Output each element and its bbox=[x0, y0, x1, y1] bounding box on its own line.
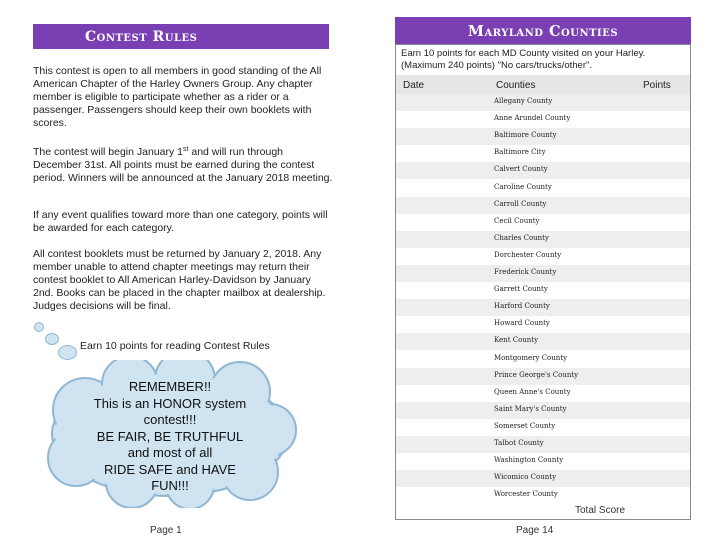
earn-line-2: (Maximum 240 points) "No cars/trucks/other". bbox=[401, 60, 592, 71]
county-name: Washington County bbox=[494, 456, 564, 465]
county-name: Dorchester County bbox=[494, 250, 562, 259]
cloud-line: REMEMBER!! bbox=[128, 379, 212, 394]
county-name: Harford County bbox=[494, 302, 550, 311]
county-name: Carroll County bbox=[494, 199, 547, 208]
table-row bbox=[396, 333, 690, 350]
table-row bbox=[396, 145, 690, 162]
county-name: Talbot County bbox=[494, 439, 544, 447]
county-name: Anne Arundel County bbox=[494, 114, 571, 123]
thought-bubble-dot-medium bbox=[45, 333, 59, 345]
maryland-counties-banner: Maryland Counties bbox=[395, 17, 691, 44]
county-name: Howard County bbox=[494, 319, 550, 328]
county-name: Montgomery County bbox=[494, 353, 568, 362]
county-name: Baltimore County bbox=[494, 131, 557, 140]
table-row bbox=[396, 487, 690, 504]
table-row bbox=[396, 299, 690, 316]
table-row bbox=[396, 180, 690, 197]
table-row bbox=[396, 402, 690, 419]
county-name: Cecil County bbox=[494, 216, 540, 225]
table-row bbox=[396, 385, 690, 402]
earn-points-rules: Earn 10 points for reading Contest Rules bbox=[80, 340, 270, 352]
cloud-line: RIDE SAFE and HAVE bbox=[104, 461, 236, 477]
county-name: Baltimore City bbox=[494, 148, 546, 157]
county-name: Frederick County bbox=[494, 268, 557, 276]
dates-superscript: st bbox=[183, 146, 189, 153]
county-name: Allegany County bbox=[494, 97, 553, 105]
county-name: Kent County bbox=[494, 336, 539, 345]
right-page bbox=[360, 0, 720, 540]
total-score-label: Total Score bbox=[575, 505, 626, 516]
county-name: Caroline County bbox=[494, 182, 552, 191]
table-row bbox=[396, 419, 690, 436]
thought-bubble-dot-small bbox=[34, 322, 44, 332]
earn-line-1: Earn 10 points for each MD County visited on your Harley. bbox=[401, 48, 646, 59]
table-row bbox=[396, 368, 690, 385]
table-row bbox=[396, 248, 690, 265]
rules-paragraph-return: All contest booklets must be returned by January 2, 2018. Any member unable to attend chapter meetings may return their contest booklet to All American Harley-Davidson by January 2nd. Books can be placed in the chapter mailbox at dealership. Judges decisions will be final. bbox=[33, 248, 326, 312]
table-row bbox=[396, 128, 690, 145]
cloud-line: and most of all bbox=[127, 445, 213, 460]
column-header-counties: Counties bbox=[496, 80, 536, 91]
county-name: Somerset County bbox=[494, 421, 556, 430]
cloud-line: This is an HONOR system bbox=[93, 395, 247, 411]
table-row bbox=[396, 111, 690, 128]
thought-bubble-dot-large bbox=[58, 345, 77, 360]
cloud-line: FUN!!! bbox=[151, 478, 189, 493]
column-header-points: Points bbox=[643, 80, 671, 91]
dates-text-end: and will run through December 31st. All points must be earned during the contest period. Winners will be announced at the January 2018 meeting. bbox=[33, 146, 333, 184]
cloud-line: BE FAIR, BE TRUTHFUL bbox=[96, 428, 244, 444]
table-row bbox=[396, 316, 690, 333]
table-row bbox=[396, 282, 690, 299]
table-row bbox=[396, 94, 690, 111]
county-name: Prince George's County bbox=[494, 370, 579, 379]
table-row bbox=[396, 231, 690, 248]
page-number-left: Page 1 bbox=[150, 525, 182, 536]
reminder-cloud-text bbox=[40, 379, 300, 495]
county-name: Wicomico County bbox=[494, 473, 557, 482]
table-row bbox=[396, 265, 690, 282]
table-row bbox=[396, 197, 690, 214]
table-row bbox=[396, 351, 690, 368]
county-name: Calvert County bbox=[494, 165, 548, 174]
rules-paragraph-categories: If any event qualifies toward more than one category, points will be awarded for each category. bbox=[33, 209, 328, 234]
county-name: Garrett County bbox=[494, 285, 548, 294]
county-name: Saint Mary's County bbox=[494, 404, 567, 413]
earn-points-counties bbox=[401, 48, 691, 72]
rules-paragraph-eligibility: This contest is open to all members in good standing of the All American Chapter of the Harley Owners Group. Any chapter member is eligible to participate whether as a rider or a passenger. Passengers should keep their own booklets with scores. bbox=[33, 65, 322, 129]
contest-rules-banner: Contest Rules bbox=[33, 24, 329, 49]
table-row bbox=[396, 453, 690, 470]
table-row bbox=[396, 214, 690, 231]
county-name: Charles County bbox=[494, 233, 549, 242]
county-name: Queen Anne's County bbox=[494, 387, 571, 396]
table-row bbox=[396, 436, 690, 453]
page-number-right: Page 14 bbox=[516, 525, 554, 536]
table-row bbox=[396, 162, 690, 179]
dates-text-start: The contest will begin January 1 bbox=[33, 146, 183, 158]
cloud-line: contest!!! bbox=[143, 412, 197, 427]
table-row bbox=[396, 470, 690, 487]
rules-paragraph-dates bbox=[33, 143, 333, 185]
county-name: Worcester County bbox=[494, 490, 558, 499]
column-header-date: Date bbox=[403, 80, 425, 91]
